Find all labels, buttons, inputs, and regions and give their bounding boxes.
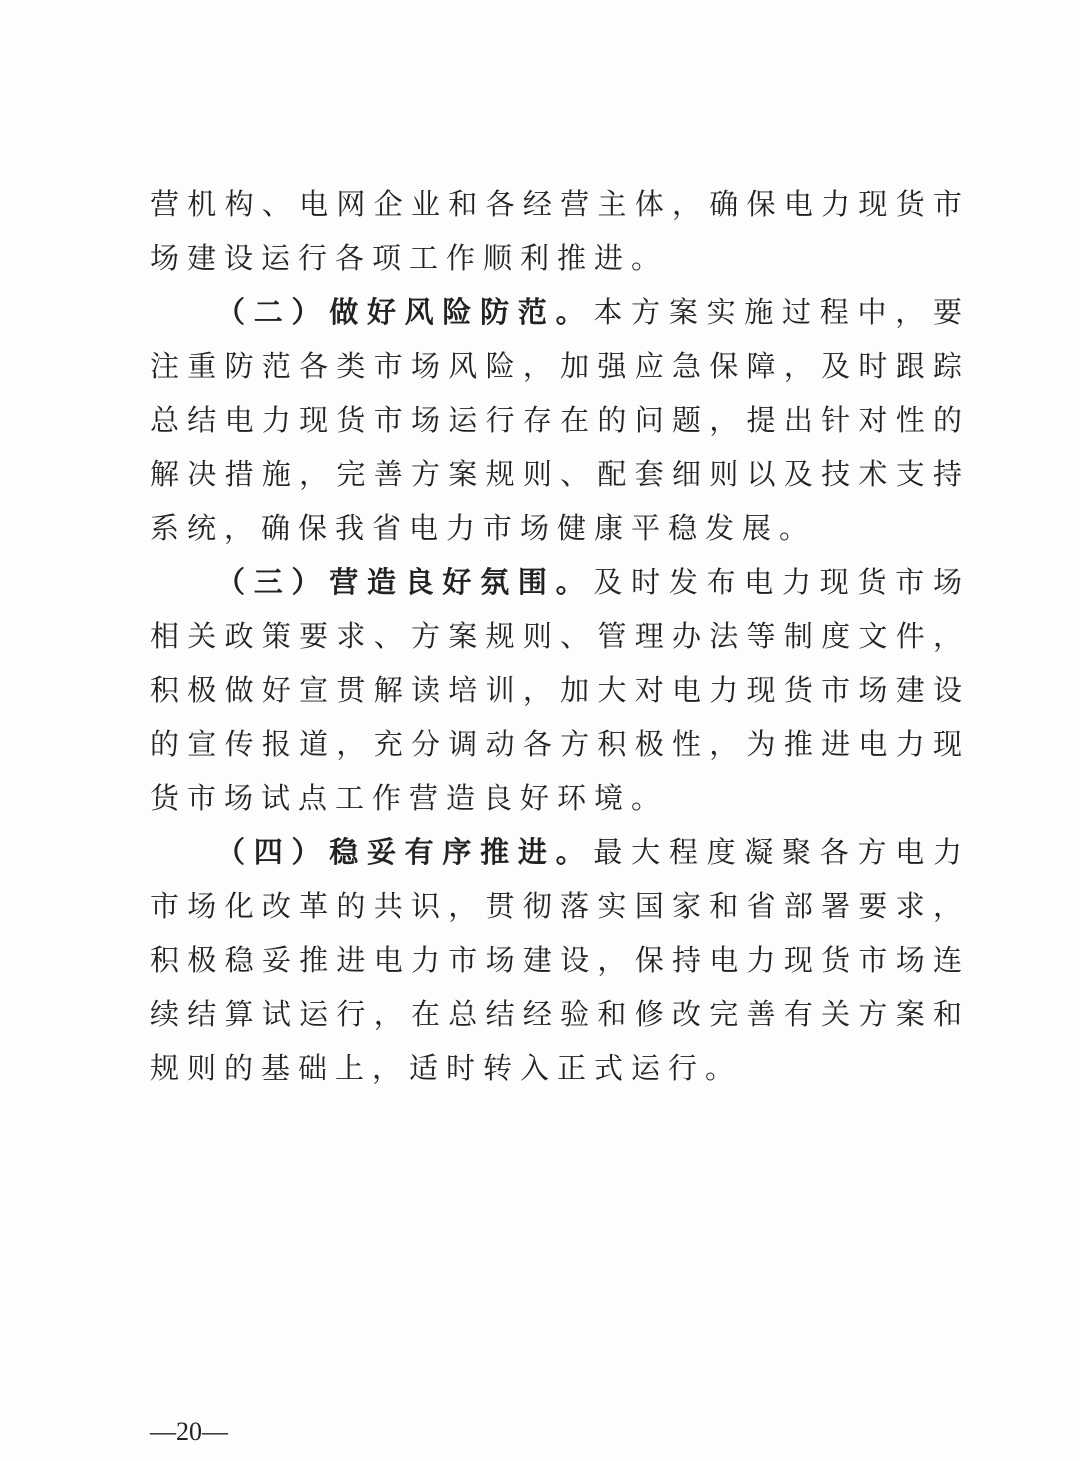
paragraph-continuation <box>150 177 970 285</box>
paragraph-risk-prevention <box>150 285 970 555</box>
paragraph-orderly-advance <box>150 825 970 1095</box>
paragraph-3-text: 及时发布电力现货市场相关政策要求、方案规则、管理办法等制度文件，积极做好宣贯解读培训，加大对电力现货市场建设的宣传报道，充分调动各方积极性，为推进电力现货市场试点工作营造良好环境。 <box>150 565 970 815</box>
paragraph-2-heading: （二）做好风险防范。 <box>216 295 594 329</box>
paragraph-2-text: 本方案实施过程中，要注重防范各类市场风险，加强应急保障，及时跟踪总结电力现货市场运行存在的问题，提出针对性的解决措施，完善方案规则、配套细则以及技术支持系统，确保我省电力市场健康平稳发展。 <box>150 295 970 545</box>
paragraph-1-text: 营机构、电网企业和各经营主体，确保电力现货市场建设运行各项工作顺利推进。 <box>150 187 970 275</box>
paragraph-4-heading: （四）稳妥有序推进。 <box>216 835 594 869</box>
paragraph-3-heading: （三）营造良好氛围。 <box>216 565 594 599</box>
page-number: —20— <box>150 1417 228 1446</box>
document-body <box>150 177 970 1095</box>
paragraph-4-text: 最大程度凝聚各方电力市场化改革的共识，贯彻落实国家和省部署要求，积极稳妥推进电力市场建设，保持电力现货市场连续结算试运行，在总结经验和修改完善有关方案和规则的基础上，适时转入正式运行。 <box>150 835 970 1085</box>
paragraph-atmosphere <box>150 555 970 825</box>
